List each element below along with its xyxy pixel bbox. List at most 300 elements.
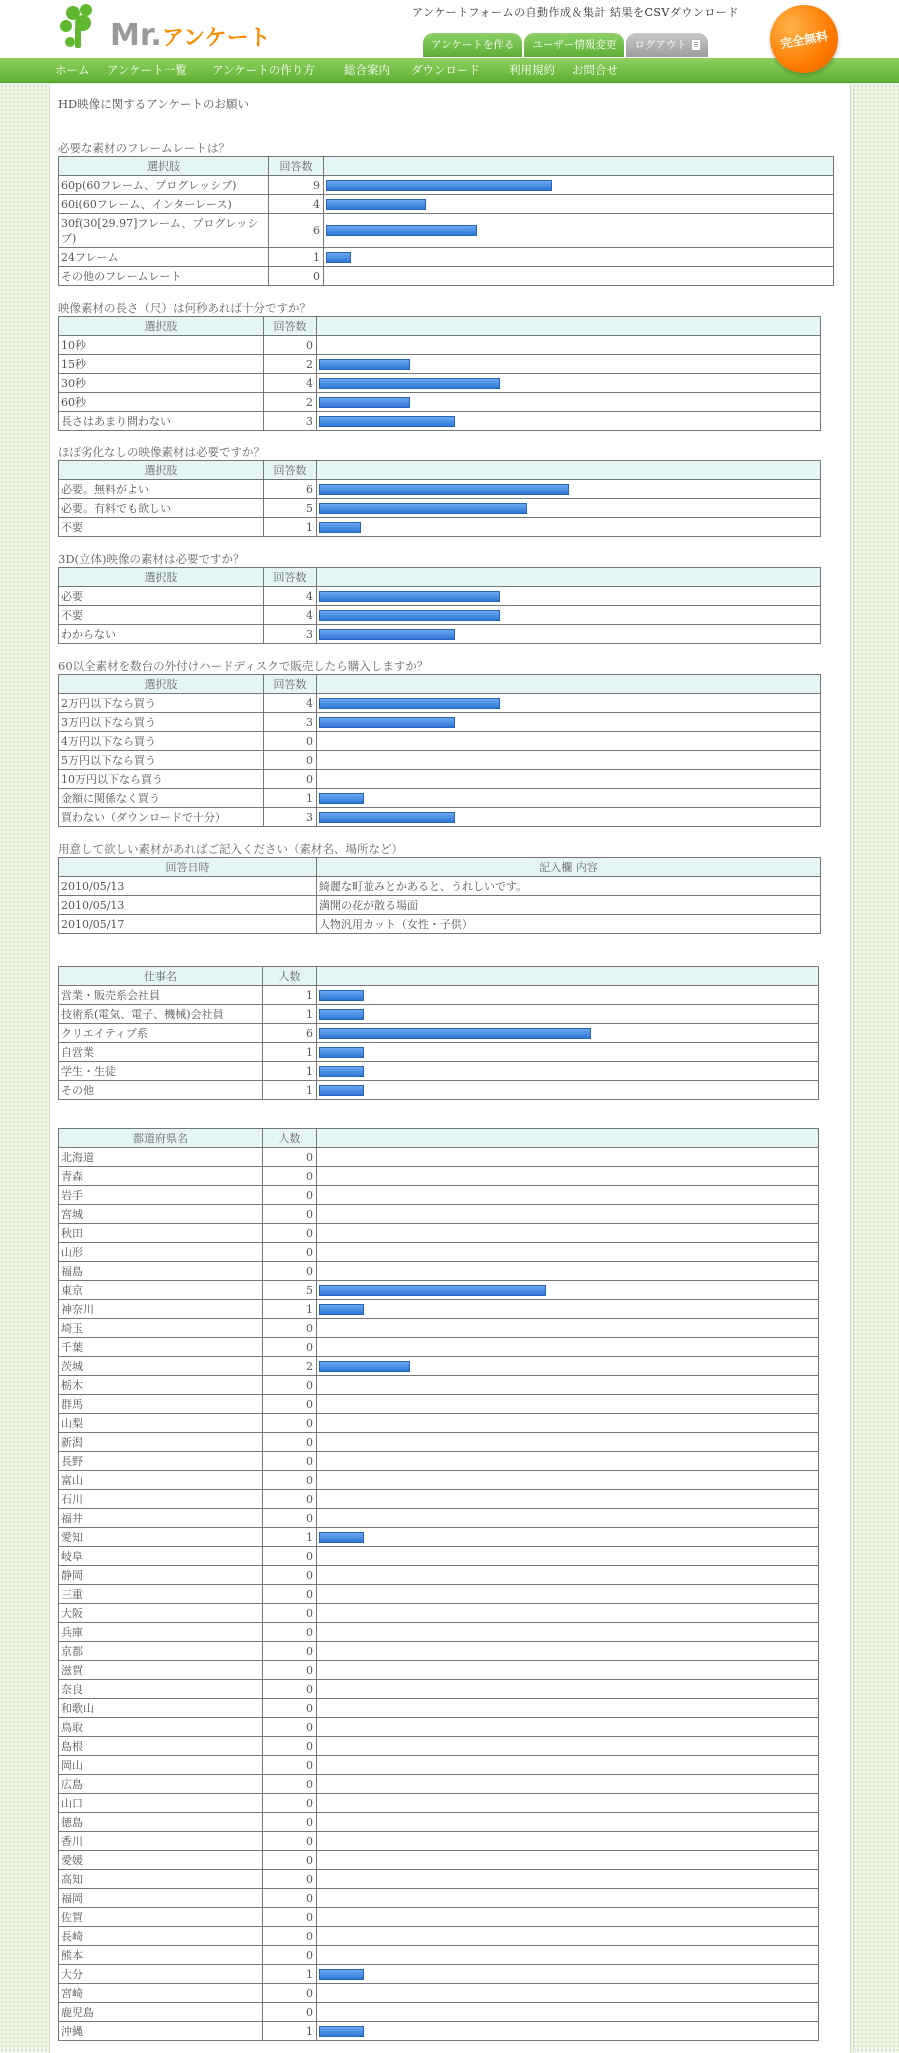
answer-count: 0 — [263, 1908, 317, 1927]
bar-cell — [317, 770, 821, 789]
table-row — [59, 1870, 819, 1889]
table-row — [59, 1357, 819, 1376]
occupation-section — [58, 966, 819, 1100]
bar-cell — [317, 1319, 819, 1338]
answer-count: 1 — [269, 248, 324, 267]
answer-count: 1 — [264, 789, 317, 808]
choice-label: 長さはあまり問わない — [59, 412, 264, 431]
header-count: 回答数 — [269, 157, 324, 176]
logo-image — [56, 2, 306, 52]
answer-count: 3 — [264, 625, 317, 644]
answer-count: 0 — [263, 1243, 317, 1262]
answer-count: 0 — [263, 1205, 317, 1224]
result-bar — [319, 1285, 546, 1296]
results-table — [58, 567, 821, 644]
bar-cell — [317, 1946, 819, 1965]
table-header-row — [59, 317, 821, 336]
answer-count: 4 — [264, 374, 317, 393]
result-bar — [319, 1532, 364, 1543]
answer-count: 0 — [263, 1832, 317, 1851]
table-row — [59, 1376, 819, 1395]
table-row — [59, 1699, 819, 1718]
bar-cell — [317, 1243, 819, 1262]
bar-cell — [317, 393, 821, 412]
result-bar — [319, 1361, 410, 1372]
bar-cell — [324, 176, 834, 195]
bar-cell — [317, 1984, 819, 2003]
prefecture-section — [58, 1128, 819, 2041]
choice-label: 5万円以下なら買う — [59, 751, 264, 770]
answer-count: 0 — [263, 1452, 317, 1471]
question-section — [58, 300, 821, 431]
table-row — [59, 1338, 819, 1357]
choice-label: 茨城 — [59, 1357, 263, 1376]
header-bar — [317, 317, 821, 336]
answer-count: 0 — [263, 1623, 317, 1642]
bar-cell — [317, 1452, 819, 1471]
header-bar — [317, 568, 821, 587]
header-choice: 選択肢 — [59, 317, 264, 336]
choice-label: 奈良 — [59, 1680, 263, 1699]
table-row — [59, 1452, 819, 1471]
choice-label: 宮城 — [59, 1205, 263, 1224]
choice-label: クリエイティブ系 — [59, 1024, 263, 1043]
header-prefecture: 都道府県名 — [59, 1129, 263, 1148]
page-title: HD映像に関するアンケートのお願い — [58, 97, 250, 111]
bar-cell — [317, 336, 821, 355]
bar-cell — [317, 1414, 819, 1433]
table-row — [59, 1281, 819, 1300]
bar-cell — [317, 1471, 819, 1490]
answer-count: 2 — [263, 1357, 317, 1376]
table-row — [59, 1395, 819, 1414]
site-logo[interactable] — [56, 2, 306, 52]
nav-howto[interactable]: アンケートの作り方 — [212, 63, 315, 77]
bar-cell — [324, 267, 834, 286]
bar-cell — [324, 195, 834, 214]
choice-label: 長野 — [59, 1452, 263, 1471]
table-row — [59, 2003, 819, 2022]
logout-label: ログアウト — [634, 39, 687, 51]
header-bar — [317, 967, 819, 986]
result-bar — [319, 1009, 364, 1020]
result-bar — [319, 522, 361, 533]
answer-count: 0 — [263, 1737, 317, 1756]
table-row — [59, 1585, 819, 1604]
choice-label: 学生・生徒 — [59, 1062, 263, 1081]
table-row — [59, 267, 834, 286]
choice-label: 長崎 — [59, 1927, 263, 1946]
table-row — [59, 694, 821, 713]
table-header-row — [59, 157, 834, 176]
choice-label: 愛知 — [59, 1528, 263, 1547]
question-section — [58, 551, 821, 644]
choice-label: 60p(60フレーム、プログレッシブ) — [59, 176, 269, 195]
answer-count: 2 — [264, 355, 317, 374]
table-row — [59, 1832, 819, 1851]
free-badge: 完全無料 — [765, 0, 844, 78]
result-bar — [319, 812, 455, 823]
choice-label: 和歌山 — [59, 1699, 263, 1718]
answer-count: 0 — [263, 1794, 317, 1813]
answer-count: 1 — [264, 518, 317, 537]
result-bar — [319, 793, 364, 804]
bar-cell — [317, 1927, 819, 1946]
results-table — [58, 460, 821, 537]
result-bar — [319, 1028, 591, 1039]
bar-cell — [317, 1870, 819, 1889]
bar-cell — [317, 1756, 819, 1775]
choice-label: 京都 — [59, 1642, 263, 1661]
choice-label: 神奈川 — [59, 1300, 263, 1319]
bar-cell — [317, 1509, 819, 1528]
nav-home[interactable]: ホーム — [55, 63, 90, 77]
answer-count: 3 — [264, 808, 317, 827]
choice-label: 24フレーム — [59, 248, 269, 267]
user-info-button[interactable]: ユーザー情報変更 — [524, 33, 624, 57]
table-row — [59, 355, 821, 374]
logout-icon — [692, 40, 700, 50]
table-row — [59, 1661, 819, 1680]
table-row — [59, 1005, 819, 1024]
nav-terms[interactable]: 利用規約 — [509, 63, 555, 77]
answer-count: 0 — [263, 1870, 317, 1889]
answer-count: 0 — [263, 1224, 317, 1243]
bar-cell — [317, 1376, 819, 1395]
choice-label: 必要。無料がよい — [59, 480, 264, 499]
answer-count: 3 — [264, 412, 317, 431]
bar-cell — [324, 214, 834, 248]
answer-count: 2 — [264, 393, 317, 412]
table-row — [59, 1927, 819, 1946]
choice-label: 鳥取 — [59, 1718, 263, 1737]
table-row — [59, 518, 821, 537]
table-row — [59, 1737, 819, 1756]
account-nav — [423, 33, 708, 57]
bar-cell — [317, 412, 821, 431]
nav-survey-list[interactable]: アンケート一覧 — [107, 63, 187, 77]
answer-count: 0 — [263, 1851, 317, 1870]
table-row — [59, 480, 821, 499]
choice-label: 買わない（ダウンロードで十分） — [59, 808, 264, 827]
bar-cell — [317, 1623, 819, 1642]
choice-label: 徳島 — [59, 1813, 263, 1832]
table-row — [59, 1547, 819, 1566]
choice-label: 必要。有料でも欲しい — [59, 499, 264, 518]
choice-label: 30秒 — [59, 374, 264, 393]
choice-label: 静岡 — [59, 1566, 263, 1585]
table-row — [59, 751, 821, 770]
answer-count: 1 — [263, 1043, 317, 1062]
choice-label: 埼玉 — [59, 1319, 263, 1338]
result-bar — [319, 990, 364, 1001]
answer-count: 1 — [263, 1062, 317, 1081]
bar-cell — [317, 1680, 819, 1699]
question-title: 映像素材の長さ（尺）は何秒あれば十分ですか？ — [58, 301, 311, 315]
header-bar — [324, 157, 834, 176]
table-row — [59, 1623, 819, 1642]
table-row — [59, 214, 834, 248]
question-title: 必要な素材のフレームレートは？ — [58, 141, 231, 155]
table-row — [59, 1243, 819, 1262]
question-section — [58, 444, 821, 537]
table-row — [59, 1224, 819, 1243]
answer-count: 0 — [263, 1433, 317, 1452]
answer-count: 1 — [263, 1005, 317, 1024]
choice-label: 熊本 — [59, 1946, 263, 1965]
table-header-row — [59, 1129, 819, 1148]
result-bar — [319, 698, 500, 709]
bar-cell — [317, 732, 821, 751]
table-row — [59, 808, 821, 827]
table-row — [59, 374, 821, 393]
answer-count: 6 — [269, 214, 324, 248]
answer-count: 0 — [263, 1186, 317, 1205]
table-row — [59, 1775, 819, 1794]
choice-label: 広島 — [59, 1775, 263, 1794]
choice-label: 必要 — [59, 587, 264, 606]
bar-cell — [317, 1148, 819, 1167]
result-bar — [319, 1969, 364, 1980]
bar-cell — [317, 2003, 819, 2022]
bar-cell — [317, 1832, 819, 1851]
header-count: 回答数 — [264, 675, 317, 694]
table-row — [59, 732, 821, 751]
bar-cell — [317, 751, 821, 770]
bar-cell — [317, 1205, 819, 1224]
result-bar — [319, 397, 410, 408]
choice-label: 30f(30[29.97]フレーム、プログレッシブ) — [59, 214, 269, 248]
answer-count: 4 — [269, 195, 324, 214]
bar-cell — [317, 1005, 819, 1024]
prefecture-table — [58, 1128, 819, 2041]
answer-text: 綺麗な町並みとかあると、うれしいです。 — [317, 877, 821, 896]
table-header-row — [59, 967, 819, 986]
choice-label: 60i(60フレーム、インターレース) — [59, 195, 269, 214]
choice-label: わからない — [59, 625, 264, 644]
bar-cell — [317, 625, 821, 644]
bar-cell — [317, 1167, 819, 1186]
answer-count: 0 — [263, 1262, 317, 1281]
main-content — [49, 84, 851, 2053]
table-row — [59, 1300, 819, 1319]
bar-cell — [317, 1737, 819, 1756]
bar-cell — [317, 1547, 819, 1566]
table-row — [59, 1566, 819, 1585]
choice-label: その他 — [59, 1081, 263, 1100]
bar-cell — [317, 1965, 819, 1984]
header-count: 回答数 — [264, 461, 317, 480]
table-row — [59, 625, 821, 644]
table-row — [59, 1319, 819, 1338]
choice-label: 富山 — [59, 1471, 263, 1490]
freetext-table — [58, 857, 821, 934]
table-row — [59, 412, 821, 431]
bar-cell — [317, 355, 821, 374]
table-row — [59, 1851, 819, 1870]
choice-label: 沖縄 — [59, 2022, 263, 2041]
header-count: 回答数 — [264, 568, 317, 587]
answer-count: 5 — [263, 1281, 317, 1300]
logo-text-mr: Mr. — [110, 18, 162, 52]
result-bar — [319, 1085, 364, 1096]
answer-count: 0 — [263, 1471, 317, 1490]
answer-count: 5 — [264, 499, 317, 518]
choice-label: 大阪 — [59, 1604, 263, 1623]
result-bar — [319, 416, 455, 427]
table-row — [59, 770, 821, 789]
table-row — [59, 1680, 819, 1699]
choice-label: 青森 — [59, 1167, 263, 1186]
answer-count: 4 — [264, 694, 317, 713]
result-bar — [319, 591, 500, 602]
answer-count: 0 — [263, 1642, 317, 1661]
choice-label: 北海道 — [59, 1148, 263, 1167]
table-row — [59, 1262, 819, 1281]
answer-count: 0 — [263, 1699, 317, 1718]
answer-count: 0 — [263, 1395, 317, 1414]
answer-count: 0 — [263, 1414, 317, 1433]
header-bar — [317, 461, 821, 480]
choice-label: 山口 — [59, 1794, 263, 1813]
bar-cell — [317, 1081, 819, 1100]
choice-label: 千葉 — [59, 1338, 263, 1357]
bar-cell — [317, 1262, 819, 1281]
results-table — [58, 674, 821, 827]
bar-cell — [317, 1395, 819, 1414]
nav-contact[interactable]: お問合せ — [572, 63, 618, 77]
header-people: 人数 — [263, 1129, 317, 1148]
result-bar — [326, 225, 477, 236]
table-row — [59, 1794, 819, 1813]
table-row — [59, 1414, 819, 1433]
bar-cell — [317, 1300, 819, 1319]
choice-label: 岩手 — [59, 1186, 263, 1205]
choice-label: 不要 — [59, 518, 264, 537]
choice-label: 滋賀 — [59, 1661, 263, 1680]
answer-text: 人物汎用カット（女性・子供） — [317, 915, 821, 934]
bar-cell — [317, 1604, 819, 1623]
answer-count: 6 — [263, 1024, 317, 1043]
choice-label: 愛媛 — [59, 1851, 263, 1870]
table-row — [59, 1490, 819, 1509]
bar-cell — [317, 480, 821, 499]
choice-label: 秋田 — [59, 1224, 263, 1243]
table-row — [59, 1471, 819, 1490]
result-bar — [319, 610, 500, 621]
answer-count: 0 — [263, 1680, 317, 1699]
result-bar — [319, 484, 569, 495]
bar-cell — [317, 1813, 819, 1832]
table-row — [59, 1718, 819, 1737]
header-count: 回答数 — [264, 317, 317, 336]
answer-count: 9 — [269, 176, 324, 195]
answer-count: 3 — [264, 713, 317, 732]
logout-button[interactable] — [626, 33, 708, 57]
bar-cell — [317, 1433, 819, 1452]
table-row — [59, 587, 821, 606]
table-row — [59, 1528, 819, 1547]
question-section — [58, 658, 821, 827]
answer-date: 2010/05/17 — [59, 915, 317, 934]
bar-cell — [317, 518, 821, 537]
result-bar — [319, 1047, 364, 1058]
table-row — [59, 1604, 819, 1623]
table-row — [59, 1081, 819, 1100]
occupation-table — [58, 966, 819, 1100]
nav-guide[interactable]: 総合案内 — [344, 63, 390, 77]
answer-count: 0 — [263, 2003, 317, 2022]
table-header-row — [59, 675, 821, 694]
bar-cell — [317, 1186, 819, 1205]
bar-cell — [317, 713, 821, 732]
question-title: ほぼ劣化なしの映像素材は必要ですか？ — [58, 445, 265, 459]
choice-label: 石川 — [59, 1490, 263, 1509]
answer-count: 0 — [263, 1813, 317, 1832]
choice-label: 新潟 — [59, 1433, 263, 1452]
result-bar — [319, 1066, 364, 1077]
choice-label: 3万円以下なら買う — [59, 713, 264, 732]
bar-cell — [317, 1062, 819, 1081]
bar-cell — [317, 499, 821, 518]
question-title: 60以全素材を数台の外付けハードディスクで販売したら購入しますか？ — [58, 659, 429, 673]
choice-label: 栃木 — [59, 1376, 263, 1395]
result-bar — [319, 378, 500, 389]
choice-label: 佐賀 — [59, 1908, 263, 1927]
create-survey-button[interactable]: アンケートを作る — [423, 33, 522, 57]
bar-cell — [317, 1889, 819, 1908]
answer-count: 0 — [263, 1338, 317, 1357]
header-bar — [317, 675, 821, 694]
bar-cell — [317, 1585, 819, 1604]
answer-count: 0 — [263, 1604, 317, 1623]
answer-count: 0 — [263, 1167, 317, 1186]
header-choice: 選択肢 — [59, 157, 269, 176]
table-row — [59, 713, 821, 732]
bar-cell — [317, 1661, 819, 1680]
bar-cell — [317, 789, 821, 808]
bar-cell — [317, 1043, 819, 1062]
table-row — [59, 176, 834, 195]
choice-label: 福島 — [59, 1262, 263, 1281]
choice-label: その他のフレームレート — [59, 267, 269, 286]
nav-download[interactable]: ダウンロード — [411, 63, 480, 77]
table-row — [59, 393, 821, 412]
answer-count: 0 — [263, 1376, 317, 1395]
table-row — [59, 1756, 819, 1775]
choice-label: 岡山 — [59, 1756, 263, 1775]
question-title: 用意して欲しい素材があればご記入ください（素材名、場所など） — [58, 842, 403, 856]
site-tagline: アンケートフォームの自動作成＆集計 結果をCSVダウンロード — [412, 6, 739, 19]
answer-count: 0 — [263, 1547, 317, 1566]
answer-count: 1 — [263, 986, 317, 1005]
answer-count: 0 — [264, 732, 317, 751]
bar-cell — [317, 1490, 819, 1509]
header-text: 記入欄 内容 — [317, 858, 821, 877]
answer-count: 0 — [263, 1566, 317, 1585]
table-row — [59, 986, 819, 1005]
table-row — [59, 1186, 819, 1205]
answer-count: 0 — [263, 1490, 317, 1509]
answer-count: 0 — [264, 336, 317, 355]
bar-cell — [317, 1908, 819, 1927]
table-header-row — [59, 461, 821, 480]
answer-count: 4 — [264, 606, 317, 625]
choice-label: 15秒 — [59, 355, 264, 374]
choice-label: 山梨 — [59, 1414, 263, 1433]
answer-count: 1 — [263, 1528, 317, 1547]
table-row — [59, 499, 821, 518]
